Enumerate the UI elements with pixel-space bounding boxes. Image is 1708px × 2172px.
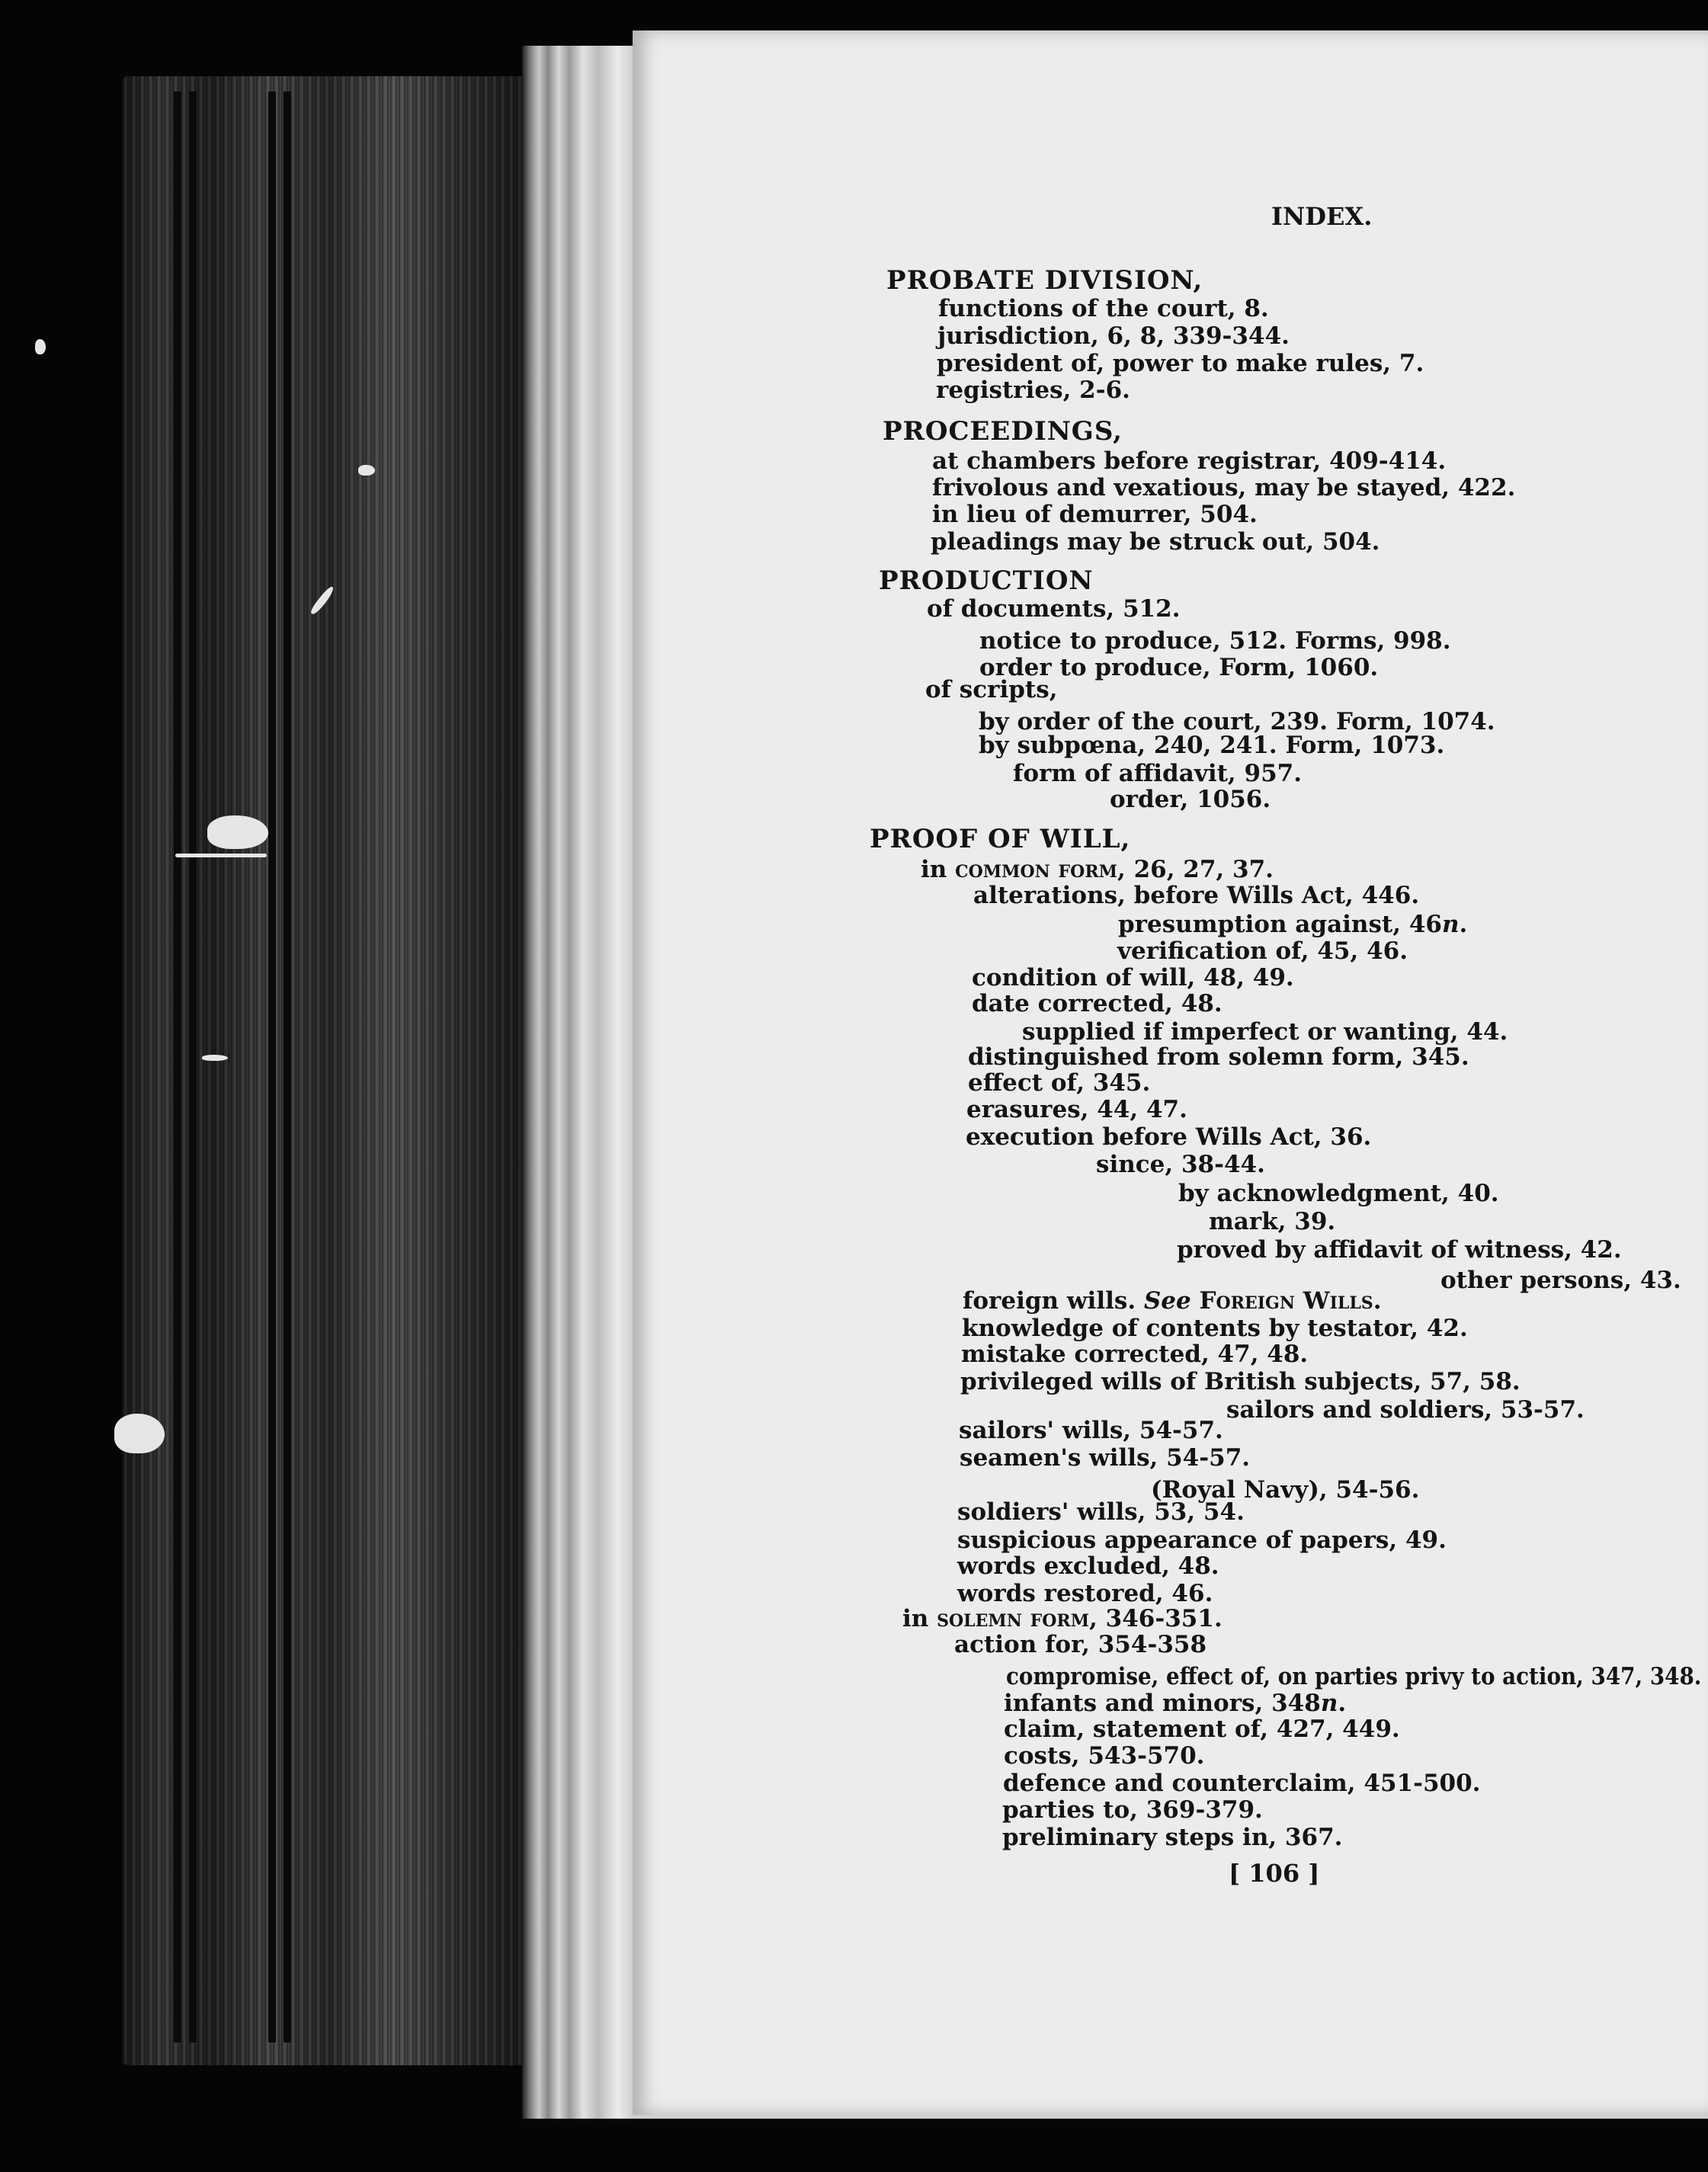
index-entry: suspicious appearance of papers, 49.	[957, 1526, 1447, 1554]
entry-text: .	[1338, 1690, 1347, 1717]
index-heading: PRODUCTION	[879, 565, 1094, 596]
index-entry: soldiers' wills, 53, 54.	[957, 1498, 1245, 1526]
small-caps-text: Foreign Wills	[1190, 1287, 1373, 1315]
entry-text: , 26, 27, 37.	[1117, 856, 1274, 883]
small-caps-text: solemn form	[937, 1605, 1090, 1632]
index-entry: distinguished from solemn form, 345.	[968, 1043, 1469, 1071]
index-entry: sailors' wills, 54-57.	[959, 1417, 1223, 1444]
index-entry: frivolous and vexatious, may be stayed, 422.	[932, 474, 1516, 501]
italic-text: n	[1441, 911, 1460, 938]
index-entry: preliminary steps in, 367.	[1002, 1824, 1343, 1851]
small-caps-text: common form	[955, 856, 1117, 883]
index-entry: privileged wills of British subjects, 57, 58.	[960, 1368, 1521, 1395]
index-entry: by subpœna, 240, 241. Form, 1073.	[979, 732, 1445, 759]
index-entry: by order of the court, 239. Form, 1074.	[979, 708, 1495, 735]
page-folio: [ 106 ]	[1229, 1859, 1320, 1888]
entry-text: in	[902, 1605, 937, 1632]
index-entry: knowledge of contents by testator, 42.	[962, 1315, 1468, 1342]
index-entry: pleadings may be struck out, 504.	[931, 528, 1380, 556]
index-entry: since, 38-44.	[1096, 1151, 1265, 1178]
index-entry: of documents, 512.	[927, 595, 1181, 623]
index-entry: defence and counterclaim, 451-500.	[1003, 1770, 1481, 1797]
index-entry: of scripts,	[925, 676, 1058, 703]
index-entry: costs, 543-570.	[1004, 1742, 1205, 1770]
index-entry: parties to, 369-379.	[1002, 1796, 1263, 1824]
index-heading: PROCEEDINGS,	[883, 416, 1123, 447]
index-entry: order, 1056.	[1110, 786, 1271, 813]
index-entry: functions of the court, 8.	[938, 295, 1269, 322]
index-entry: president of, power to make rules, 7.	[937, 350, 1424, 377]
index-entry: in lieu of demurrer, 504.	[932, 501, 1258, 528]
index-entry: at chambers before registrar, 409-414.	[932, 447, 1447, 475]
italic-text: n	[1320, 1690, 1338, 1717]
index-entry: words restored, 46.	[957, 1580, 1213, 1607]
index-entry	[1004, 1692, 1346, 1715]
italic-text: See	[1143, 1287, 1191, 1315]
index-entry: form of affidavit, 957.	[1013, 760, 1303, 787]
entry-text: .	[1373, 1287, 1382, 1315]
index-entry: alterations, before Wills Act, 446.	[973, 882, 1420, 909]
index-entry: by acknowledgment, 40.	[1178, 1180, 1499, 1207]
index-entry: registries, 2-6.	[936, 376, 1130, 404]
index-entry: erasures, 44, 47.	[966, 1096, 1187, 1123]
index-entry: other persons, 43.	[1440, 1267, 1681, 1294]
index-entry: action for, 354-358	[954, 1631, 1207, 1658]
index-entry: date corrected, 48.	[972, 990, 1223, 1017]
index-entry: sailors and soldiers, 53-57.	[1226, 1396, 1585, 1424]
entry-text: .	[1459, 911, 1468, 938]
entry-text: foreign wills.	[963, 1287, 1144, 1315]
index-entry: effect of, 345.	[968, 1069, 1151, 1097]
index-entry: mistake corrected, 47, 48.	[961, 1341, 1309, 1368]
index-entry	[921, 858, 1274, 882]
index-entry: notice to produce, 512. Forms, 998.	[979, 627, 1451, 655]
index-heading: PROOF OF WILL,	[870, 824, 1131, 854]
entry-text: , 346-351.	[1089, 1605, 1223, 1632]
entry-text: infants and minors, 348	[1004, 1690, 1321, 1717]
index-entry: (Royal Navy), 54-56.	[1151, 1476, 1420, 1504]
index-entry	[902, 1607, 1223, 1631]
entry-text: in	[921, 856, 956, 883]
index-entry: mark, 39.	[1209, 1208, 1336, 1235]
running-head: INDEX.	[1271, 202, 1373, 231]
index-entry: compromise, effect of, on parties privy to action, 347, 348.	[1006, 1663, 1702, 1690]
index-entry: words excluded, 48.	[957, 1552, 1219, 1580]
index-entry: proved by affidavit of witness, 42.	[1177, 1236, 1622, 1264]
index-entry	[963, 1289, 1381, 1313]
index-entry: jurisdiction, 6, 8, 339-344.	[937, 322, 1290, 350]
index-entry	[1118, 913, 1467, 937]
entry-text: presumption against, 46	[1118, 911, 1442, 938]
index-entry: execution before Wills Act, 36.	[966, 1123, 1372, 1151]
index-entry: verification of, 45, 46.	[1117, 937, 1408, 965]
index-entry: order to produce, Form, 1060.	[979, 654, 1379, 681]
index-entry: seamen's wills, 54-57.	[960, 1444, 1251, 1472]
index-entry: claim, statement of, 427, 449.	[1004, 1715, 1400, 1743]
index-heading: PROBATE DIVISION,	[886, 265, 1203, 296]
index-entry: condition of will, 48, 49.	[972, 964, 1294, 991]
index-entry: supplied if imperfect or wanting, 44.	[1022, 1018, 1508, 1046]
